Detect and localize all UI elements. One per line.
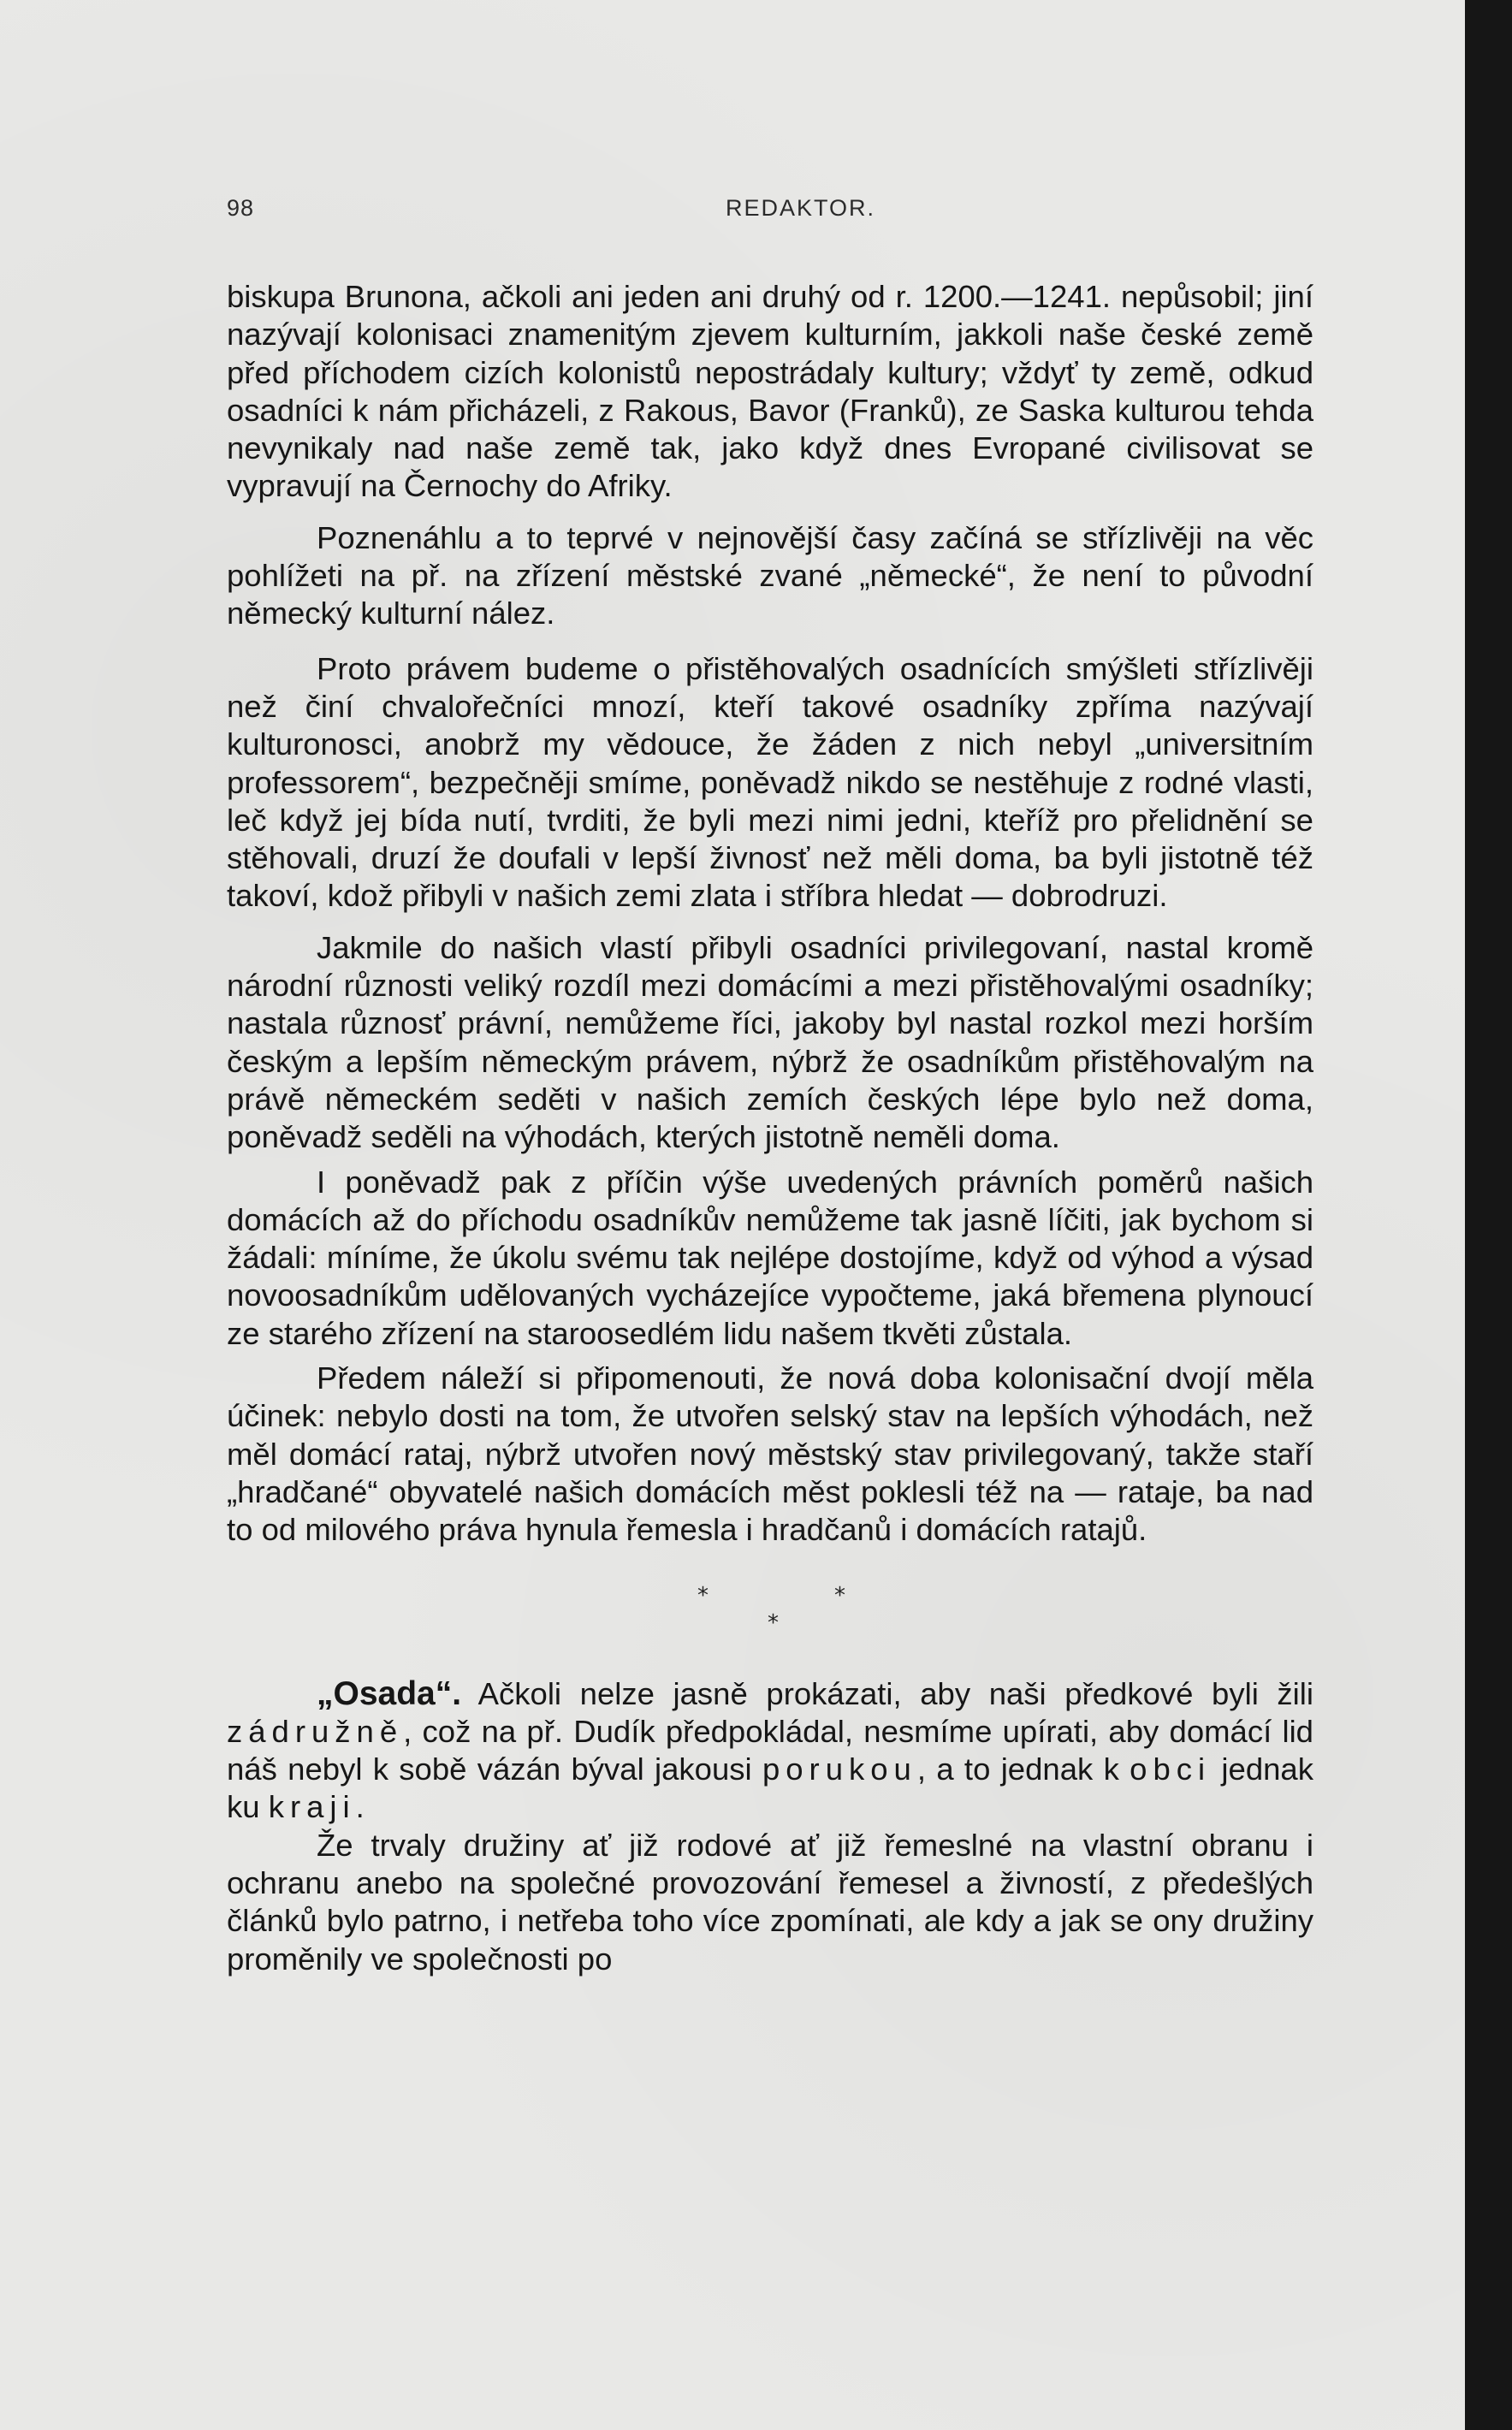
emphasis: kraji: [268, 1789, 356, 1825]
text-run: .: [355, 1789, 365, 1825]
body-text: [227, 278, 1313, 1978]
text-run: Ačkoli nelze jasně prokázati, aby naši předkové byli žili: [461, 1675, 1313, 1711]
divider-star: *: [834, 1582, 845, 1609]
text-run: , což na př. Dudík předpokládal, nesmíme upírati, aby domácí lid náš nebyl k sobě vázán býval jakousi: [227, 1713, 1313, 1787]
running-title: REDAKTOR.: [726, 195, 876, 221]
section-divider: [227, 1577, 1313, 1675]
paragraph-8: Že trvaly družiny ať již rodové ať již řemeslné na vlastní obranu i ochranu anebo na společné provozování řemesel a živností, z předešlých článků bylo patrno, i netřeba toho více zpomínati, ale kdy a jak se ony družiny proměnily ve společnosti po: [227, 1827, 1313, 1977]
paragraph-3: Proto právem budeme o přistěhovalých osadnících smýšleti střízlivěji než činí chvalořečníci mnozí, kteří takové osadníky zpříma nazývají kulturonosci, anobrž my vědouce, že žáden z nich nebyl „universitním professorem“, bezpečněji smíme, poněvadž nikdo se nestěhuje z rodné vlasti, leč když jej bída nutí, tvrditi, že byli mezi nimi jedni, kteříž pro přelidnění se stěhovali, druzí že doufali v lepší živnosť než měli doma, ba byli jistotně též takoví, kdož přibyli v našich zemi zlata i stříbra hledat — dobrodruzi.: [227, 650, 1313, 914]
paragraph-osada: [227, 1675, 1313, 1827]
emphasis: obci: [1130, 1751, 1212, 1787]
section-title: „Osada“.: [317, 1674, 462, 1712]
emphasis: zádružně: [227, 1713, 404, 1749]
page-number: 98: [227, 195, 255, 221]
running-head: [0, 195, 1465, 229]
emphasis: porukou: [762, 1751, 917, 1787]
paragraph-1: biskupa Brunona, ačkoli ani jeden ani druhý od r. 1200.—1241. nepůsobil; jiní nazývají kolonisaci znamenitým zjevem kulturním, jakkoli naše české země před příchodem cizích kolonistů nepostrádaly kultury; vždyť ty země, odkud osadníci k nám přicházeli, z Rakous, Bavor (Franků), ze Saska kulturou tehda nevynikaly nad naše země tak, jako když dnes Evropané civilisovat se vypravují na Černochy do Afriky.: [227, 279, 1313, 504]
text-run: jednak ku: [227, 1751, 1313, 1825]
paragraph-2: Poznenáhlu a to teprvé v nejnovější časy začíná se střízlivěji na věc pohlížeti na př. na zřízení městské zvané „německé“, že není to původní německý kulturní nález.: [227, 519, 1313, 631]
paragraph-4: Jakmile do našich vlastí přibyli osadníci privilegovaní, nastal kromě národní různosti veliký rozdíl mezi domácími a mezi přistěhovalými osadníky; nastala různosť právní, nemůžeme říci, jakoby byl nastal rozkol mezi horším českým a lepším německým právem, nýbrž že osadníkům přistěhovalým na právě německém seděti v našich zemích českých lépe bylo než doma, poněvadž seděli na výhodách, kterých jistotně neměli doma.: [227, 929, 1313, 1155]
scan-border: [1465, 0, 1512, 2430]
paragraph-5: I poněvadž pak z příčin výše uvedených právních poměrů našich domácích až do příchodu osadníkův nemůžeme tak jasně líčiti, jak bychom si žádali: míníme, že úkolu svému tak nejlépe dostojíme, když od výhod a výsad novoosadníkům udělovaných vycházejíce vypočteme, jaká břemena plynoucí ze starého zřízení na staroosedlém lidu našem tkvěti zůstala.: [227, 1164, 1313, 1351]
paragraph-6: Předem náleží si připomenouti, že nová doba kolonisační dvojí měla účinek: nebylo dosti na tom, že utvořen selský stav na lepších výhodách, než měl domácí rataj, nýbrž utvořen nový městský stav privilegovaný, takže staří „hradčané“ obyvatelé našich domácích měst poklesli též na — rataje, ba nad to od milového práva hynula řemesla i hradčanů i domácích ratajů.: [227, 1360, 1313, 1548]
divider-star: *: [697, 1582, 709, 1609]
text-run: , a to jednak k: [916, 1751, 1130, 1787]
divider-star: *: [768, 1609, 779, 1636]
